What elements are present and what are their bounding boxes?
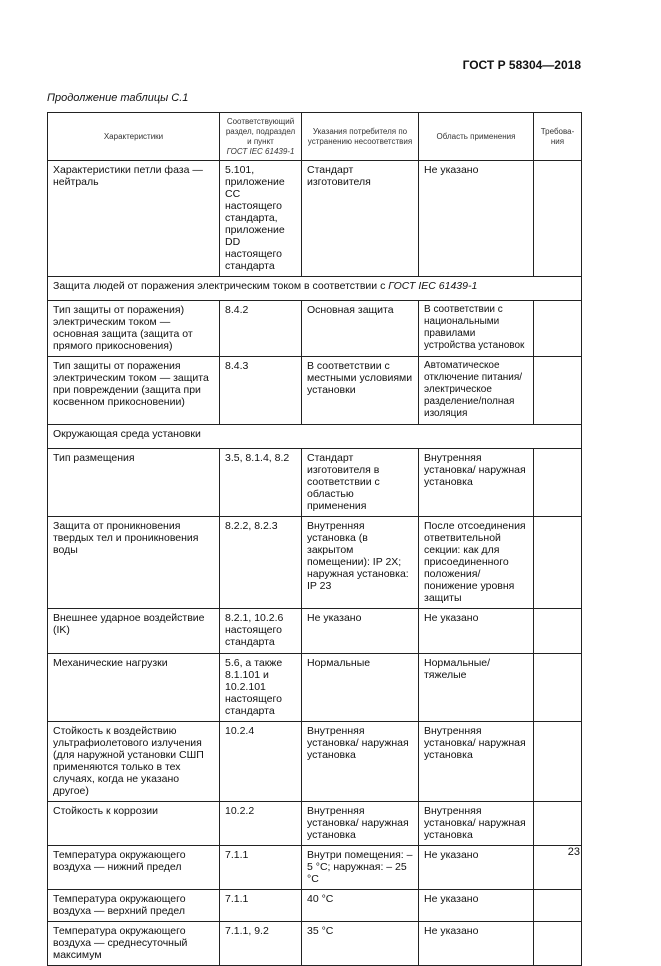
cell-user-instructions: Стандарт изготовителя — [302, 161, 419, 277]
table-row — [48, 301, 582, 357]
col-header-characteristic: Характеристики — [48, 113, 220, 161]
cell-user-instructions: Внутренняя установка (в закрытом помещении): IP 2X; наружная установка: IP 23 — [302, 517, 419, 609]
cell-requirements — [534, 301, 582, 357]
cell-application-area: Автоматическое отключение питания/электрическое разделение/полная изоляция — [419, 357, 534, 425]
cell-characteristic: Механические нагрузки — [48, 654, 220, 722]
cell-requirements — [534, 722, 582, 802]
col-header-reference-line: Соответствующий — [226, 116, 295, 126]
cell-characteristic: Внешнее ударное воздействие (IK) — [48, 609, 220, 654]
cell-requirements — [534, 654, 582, 722]
cell-reference: 8.4.2 — [220, 301, 302, 357]
table-row — [48, 922, 582, 966]
table-row — [48, 846, 582, 890]
cell-application-area: Нормальные/тяжелые — [419, 654, 534, 722]
section-row-environment — [48, 425, 582, 449]
cell-user-instructions: Внутри помещения: – 5 °С; наружная: – 25 °С — [302, 846, 419, 890]
cell-application-area: Внутренняя установка/ наружная установка — [419, 802, 534, 846]
cell-application-area: После отсоединения ответвительной секции: как для присоединенного положения/ понижение уровня защиты — [419, 517, 534, 609]
cell-requirements — [534, 922, 582, 966]
cell-reference: 8.2.2, 8.2.3 — [220, 517, 302, 609]
col-header-reference — [220, 113, 302, 161]
table-row — [48, 609, 582, 654]
cell-user-instructions: Стандарт изготовителя в соответствии с областью применения — [302, 449, 419, 517]
col-header-reference-std: ГОСТ IEC 61439-1 — [226, 146, 295, 156]
table-row — [48, 654, 582, 722]
cell-reference: 5.101, приложение СС настоящего стандарта, приложение DD настоящего стандарта — [220, 161, 302, 277]
cell-application-area: Внутренняя установка/ наружная установка — [419, 722, 534, 802]
cell-user-instructions: Не указано — [302, 609, 419, 654]
cell-reference: 10.2.4 — [220, 722, 302, 802]
table-row — [48, 161, 582, 277]
section-title: Окружающая среда установки — [48, 425, 582, 449]
table-row — [48, 517, 582, 609]
cell-requirements — [534, 890, 582, 922]
cell-user-instructions: Нормальные — [302, 654, 419, 722]
table-row — [48, 357, 582, 425]
cell-application-area: Внутренняя установка/ наружная установка — [419, 449, 534, 517]
table-row — [48, 802, 582, 846]
cell-user-instructions: 35 °С — [302, 922, 419, 966]
cell-reference: 8.2.1, 10.2.6 настоящего стандарта — [220, 609, 302, 654]
col-header-application-area: Область применения — [419, 113, 534, 161]
cell-user-instructions: Внутренняя установка/ наружная установка — [302, 802, 419, 846]
cell-requirements — [534, 161, 582, 277]
table-row — [48, 722, 582, 802]
cell-characteristic: Защита от проникновения твердых тел и проникновения воды — [48, 517, 220, 609]
cell-characteristic: Тип защиты от поражения электрическим током — защита при повреждении (защита при косвенном прикосновении) — [48, 357, 220, 425]
col-header-requirements: Требова-ния — [534, 113, 582, 161]
section-title — [48, 277, 582, 301]
cell-user-instructions: 40 °С — [302, 890, 419, 922]
cell-application-area: Не указано — [419, 609, 534, 654]
cell-user-instructions: Внутренняя установка/ наружная установка — [302, 722, 419, 802]
section-title-text: Защита людей от поражения электрическим током в соответствии с — [53, 280, 386, 292]
cell-reference: 3.5, 8.1.4, 8.2 — [220, 449, 302, 517]
cell-characteristic: Температура окружающего воздуха — среднесуточный максимум — [48, 922, 220, 966]
section-title-std: ГОСТ IEC 61439-1 — [388, 280, 478, 292]
table-continuation-caption: Продолжение таблицы С.1 — [47, 92, 189, 104]
cell-application-area: В соответствии с национальными правилами устройства установок — [419, 301, 534, 357]
col-header-user-instructions: Указания потребителя по устранению несоответствия — [302, 113, 419, 161]
cell-characteristic: Характеристики петли фаза — нейтраль — [48, 161, 220, 277]
cell-reference: 7.1.1 — [220, 846, 302, 890]
page-number: 23 — [567, 846, 580, 858]
cell-reference: 7.1.1, 9.2 — [220, 922, 302, 966]
col-header-reference-line: и пункт — [247, 136, 274, 146]
cell-application-area: Не указано — [419, 890, 534, 922]
table-header-row — [48, 113, 582, 161]
cell-requirements — [534, 449, 582, 517]
cell-application-area: Не указано — [419, 846, 534, 890]
cell-requirements — [534, 609, 582, 654]
cell-requirements — [534, 357, 582, 425]
requirements-table — [47, 112, 582, 966]
table-row — [48, 890, 582, 922]
cell-characteristic: Тип размещения — [48, 449, 220, 517]
cell-user-instructions: Основная защита — [302, 301, 419, 357]
cell-application-area: Не указано — [419, 922, 534, 966]
cell-characteristic: Стойкость к воздействию ультрафиолетового излучения (для наружной установки СШП применяются только в тех случаях, когда не указано другое) — [48, 722, 220, 802]
cell-reference: 10.2.2 — [220, 802, 302, 846]
cell-characteristic: Тип защиты от поражения) электрическим током — основная защита (защита от прямого прикосновения) — [48, 301, 220, 357]
col-header-reference-line: раздел, подраздел — [225, 126, 296, 136]
standard-header: ГОСТ Р 58304—2018 — [462, 58, 581, 72]
cell-reference: 7.1.1 — [220, 890, 302, 922]
table-row — [48, 449, 582, 517]
cell-characteristic: Стойкость к коррозии — [48, 802, 220, 846]
section-row-protection — [48, 277, 582, 301]
cell-application-area: Не указано — [419, 161, 534, 277]
cell-requirements — [534, 517, 582, 609]
cell-requirements — [534, 802, 582, 846]
cell-characteristic: Температура окружающего воздуха — нижний предел — [48, 846, 220, 890]
cell-characteristic: Температура окружающего воздуха — верхний предел — [48, 890, 220, 922]
cell-reference: 5.6, а также 8.1.101 и 10.2.101 настоящего стандарта — [220, 654, 302, 722]
cell-user-instructions: В соответствии с местными условиями установки — [302, 357, 419, 425]
cell-reference: 8.4.3 — [220, 357, 302, 425]
